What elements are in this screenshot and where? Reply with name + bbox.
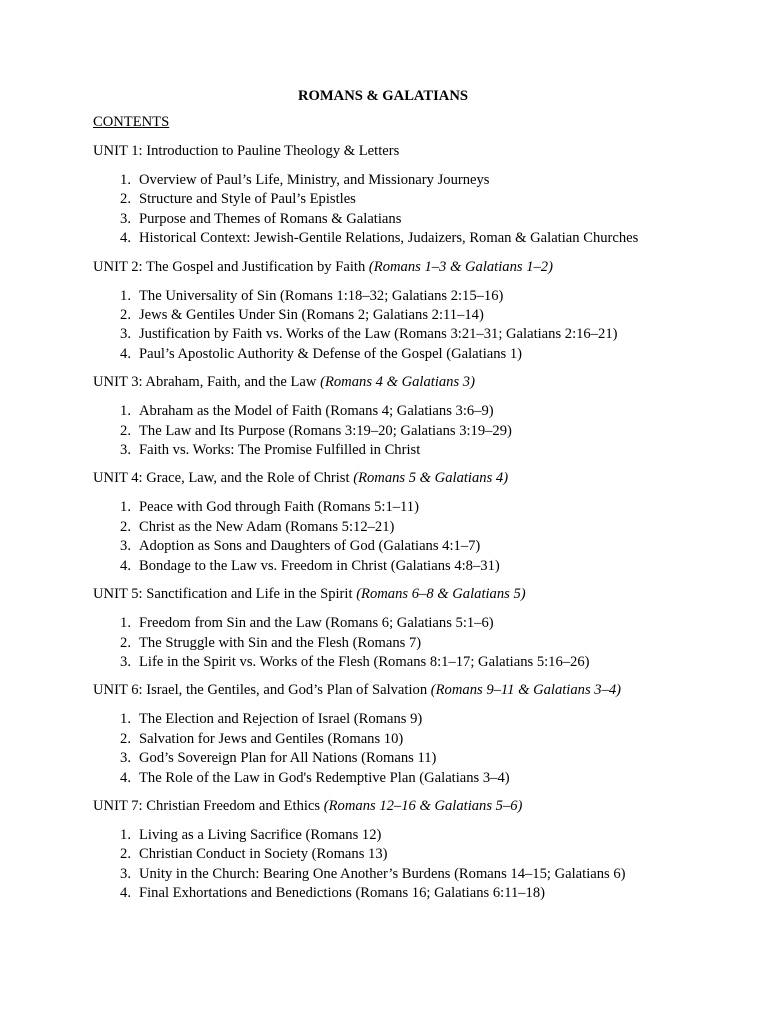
list-item — [93, 614, 693, 633]
list-item-number: 2. — [120, 846, 131, 863]
list-item — [93, 422, 693, 441]
unit-heading — [93, 681, 693, 700]
list-item-text: Living as a Living Sacrifice (Romans 12) — [139, 826, 382, 843]
list-item-text: Adoption as Sons and Daughters of God (Galatians 4:1–7) — [139, 538, 481, 555]
list-item-number: 1. — [120, 826, 131, 843]
document-title: ROMANS & GALATIANS — [297, 88, 468, 104]
list-item-number: 1. — [120, 615, 131, 632]
list-item-number: 4. — [120, 885, 131, 902]
unit-scripture-reference: (Romans 9–11 & Galatians 3–4) — [430, 682, 622, 699]
list-item-text: Peace with God through Faith (Romans 5:1–11) — [139, 499, 419, 516]
list-item-text: Purpose and Themes of Romans & Galatians — [139, 210, 402, 227]
unit-heading — [93, 142, 693, 161]
list-item — [93, 845, 693, 864]
list-item-number: 4. — [120, 557, 131, 574]
units-list — [93, 142, 693, 904]
list-item — [93, 634, 693, 653]
list-item-text: Christ as the New Adam (Romans 5:12–21) — [139, 518, 395, 535]
unit-heading-text: UNIT 4: Grace, Law, and the Role of Christ — [93, 470, 350, 487]
list-item-number: 3. — [120, 750, 131, 767]
unit-heading-text: UNIT 2: The Gospel and Justification by Faith — [93, 258, 366, 275]
unit-heading — [93, 469, 693, 488]
unit-scripture-reference: (Romans 4 & Galatians 3) — [320, 374, 475, 391]
unit-scripture-reference: (Romans 6–8 & Galatians 5) — [356, 586, 526, 603]
list-item-text: God’s Sovereign Plan for All Nations (Romans 11) — [139, 750, 437, 767]
list-item-text: Overview of Paul’s Life, Ministry, and Missionary Journeys — [139, 172, 490, 188]
list-item — [93, 190, 693, 209]
list-item — [93, 287, 693, 306]
unit-section — [93, 258, 693, 365]
list-item-number: 1. — [120, 403, 131, 420]
list-item-text: Paul’s Apostolic Authority & Defense of the Gospel (Galatians 1) — [139, 345, 523, 362]
list-item — [93, 769, 693, 788]
list-item-text: Life in the Spirit vs. Works of the Flesh (Romans 8:1–17; Galatians 5:16–26) — [139, 653, 590, 670]
unit-heading-text: UNIT 5: Sanctification and Life in the Spirit — [93, 586, 353, 603]
list-item — [93, 210, 693, 229]
list-item-text: Unity in the Church: Bearing One Another’s Burdens (Romans 14–15; Galatians 6) — [139, 865, 626, 882]
unit-heading-text: UNIT 6: Israel, the Gentiles, and God’s Plan of Salvation — [93, 682, 428, 699]
list-item — [93, 306, 693, 325]
list-item-text: Freedom from Sin and the Law (Romans 6; Galatians 5:1–6) — [139, 615, 494, 632]
list-item-text: The Universality of Sin (Romans 1:18–32; Galatians 2:15–16) — [139, 287, 504, 304]
list-item-number: 2. — [120, 730, 131, 747]
list-item-text: The Role of the Law in God's Redemptive Plan (Galatians 3–4) — [139, 769, 510, 786]
unit-scripture-reference: (Romans 5 & Galatians 4) — [353, 470, 509, 487]
unit-section — [93, 681, 693, 788]
unit-section — [93, 373, 693, 460]
list-item-text: The Election and Rejection of Israel (Romans 9) — [139, 711, 423, 728]
list-item-number: 2. — [120, 191, 131, 208]
list-item-text: The Struggle with Sin and the Flesh (Romans 7) — [139, 634, 422, 651]
list-item-text: Abraham as the Model of Faith (Romans 4; Galatians 3:6–9) — [139, 403, 494, 420]
list-item-number: 1. — [120, 172, 131, 188]
list-item — [93, 171, 693, 190]
list-item — [93, 865, 693, 884]
list-item — [93, 653, 693, 672]
list-item — [93, 325, 693, 344]
list-item — [93, 884, 693, 903]
unit-topic-list — [93, 710, 693, 788]
list-item-text: Final Exhortations and Benedictions (Romans 16; Galatians 6:11–18) — [139, 885, 545, 902]
list-item-number: 3. — [120, 210, 131, 227]
list-item-number: 3. — [120, 326, 131, 343]
unit-heading — [93, 585, 693, 604]
list-item — [93, 710, 693, 729]
list-item-text: Salvation for Jews and Gentiles (Romans 10) — [139, 730, 404, 747]
list-item-number: 4. — [120, 230, 131, 247]
unit-heading-text: UNIT 7: Christian Freedom and Ethics — [93, 797, 321, 814]
unit-topic-list — [93, 171, 693, 249]
list-item-text: Historical Context: Jewish-Gentile Relations, Judaizers, Roman & Galatian Churches — [139, 230, 639, 247]
list-item-text: The Law and Its Purpose (Romans 3:19–20; Galatians 3:19–29) — [139, 422, 512, 439]
list-item-number: 2. — [120, 422, 131, 439]
unit-heading — [93, 373, 693, 392]
list-item — [93, 402, 693, 421]
list-item-number: 3. — [120, 865, 131, 882]
list-item — [93, 557, 693, 576]
list-item-number: 3. — [120, 538, 131, 555]
list-item — [93, 345, 693, 364]
list-item-number: 3. — [120, 442, 131, 459]
list-item-text: Christian Conduct in Society (Romans 13) — [139, 846, 388, 863]
unit-section — [93, 469, 693, 576]
unit-section — [93, 142, 693, 249]
unit-scripture-reference: (Romans 1–3 & Galatians 1–2) — [368, 258, 553, 275]
unit-topic-list — [93, 498, 693, 576]
list-item-text: Justification by Faith vs. Works of the Law (Romans 3:21–31; Galatians 2:16–21) — [139, 326, 618, 343]
list-item-number: 4. — [120, 769, 131, 786]
unit-topic-list — [93, 402, 693, 460]
list-item-text: Jews & Gentiles Under Sin (Romans 2; Galatians 2:11–14) — [139, 307, 484, 324]
unit-heading-text: UNIT 3: Abraham, Faith, and the Law — [93, 374, 317, 391]
list-item-text: Bondage to the Law vs. Freedom in Christ (Galatians 4:8–31) — [139, 557, 500, 574]
list-item-number: 4. — [120, 345, 131, 362]
list-item — [93, 826, 693, 845]
list-item-number: 1. — [120, 711, 131, 728]
list-item — [93, 730, 693, 749]
unit-topic-list — [93, 614, 693, 672]
list-item-number: 2. — [120, 518, 131, 535]
unit-topic-list — [93, 826, 693, 904]
list-item — [93, 749, 693, 768]
unit-heading — [93, 797, 693, 816]
list-item-number: 2. — [120, 634, 131, 651]
list-item — [93, 498, 693, 517]
list-item — [93, 229, 693, 248]
list-item — [93, 518, 693, 537]
document-page — [93, 87, 693, 913]
list-item-text: Structure and Style of Paul’s Epistles — [139, 191, 356, 208]
contents-label: CONTENTS — [93, 114, 170, 130]
list-item-text: Faith vs. Works: The Promise Fulfilled in Christ — [139, 442, 421, 459]
list-item — [93, 441, 693, 460]
unit-heading-text: UNIT 1: Introduction to Pauline Theology & Letters — [93, 143, 400, 159]
list-item — [93, 537, 693, 556]
list-item-number: 1. — [120, 287, 131, 304]
unit-heading — [93, 258, 693, 277]
list-item-number: 3. — [120, 653, 131, 670]
unit-scripture-reference: (Romans 12–16 & Galatians 5–6) — [323, 797, 523, 814]
unit-topic-list — [93, 287, 693, 365]
list-item-number: 1. — [120, 499, 131, 516]
unit-section — [93, 585, 693, 672]
list-item-number: 2. — [120, 307, 131, 324]
unit-section — [93, 797, 693, 904]
